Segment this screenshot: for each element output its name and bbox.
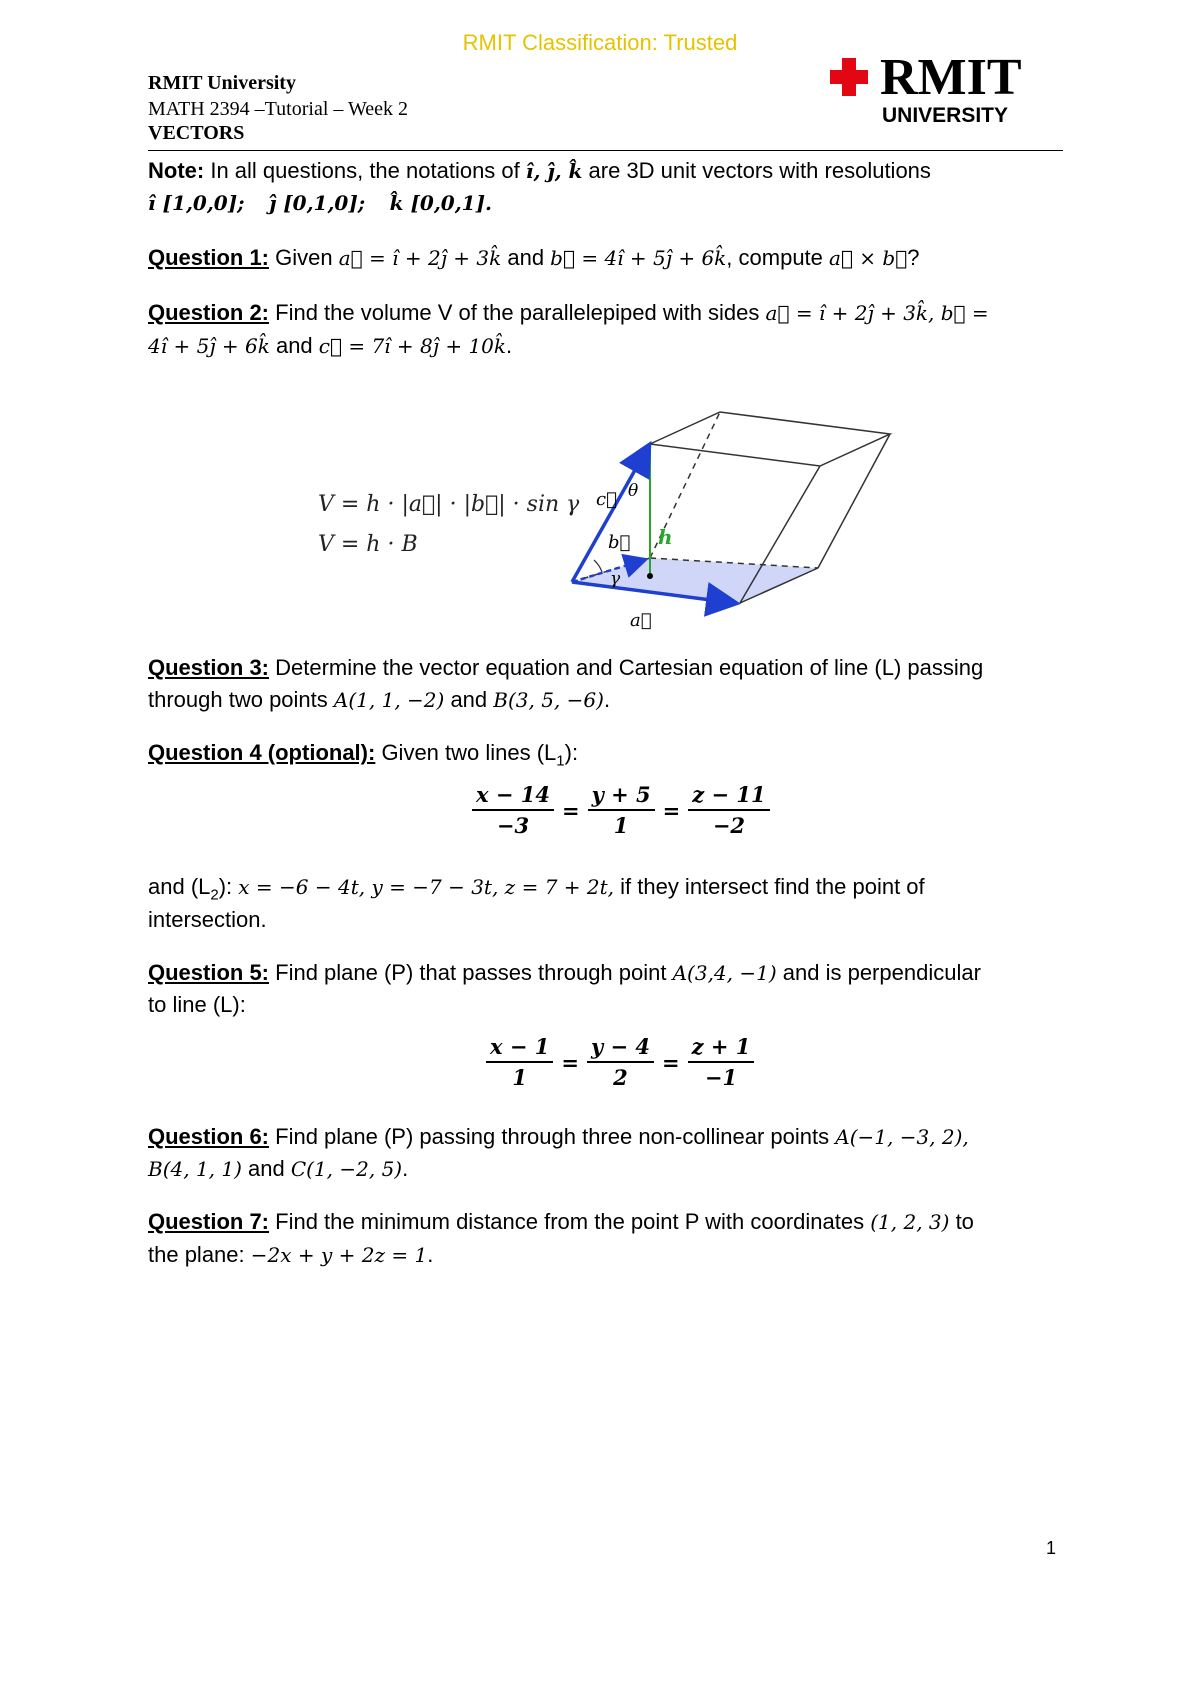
unit-vectors: î, ĵ, k̂	[525, 159, 583, 183]
q6-point-a: A(−1, −3, 2),	[835, 1125, 969, 1149]
q2-and: and	[269, 333, 319, 358]
q4-num-z: z − 11	[688, 782, 769, 811]
q5-text: Find plane (P) that passes through point	[269, 960, 673, 985]
q5-frac-y	[587, 1034, 654, 1090]
gamma-arc	[594, 560, 602, 572]
question-1	[148, 241, 1064, 275]
question-5-line2	[148, 988, 1064, 1021]
q4-intersection: intersection.	[148, 907, 267, 932]
volume-formula-1: V = h · |a⃗| · |b⃗| · sin γ	[318, 492, 580, 517]
q2-vector-c: c⃗ = 7î + 8ĵ + 10k̂	[318, 334, 507, 358]
q6-point-c: C(1, −2, 5)	[290, 1157, 403, 1181]
q1-mid: and	[501, 245, 551, 270]
q4-and: and (L	[148, 874, 211, 899]
label-c: c⃗	[596, 489, 617, 510]
q5-num-z: z + 1	[688, 1034, 755, 1063]
course-title: MATH 2394 –Tutorial – Week 2	[148, 98, 409, 120]
q5-text2: and is perpendicular	[776, 960, 981, 985]
q2-end: .	[506, 333, 513, 358]
q4-param: x = −6 − 4t, y = −7 − 3t, z = 7 + 2t,	[238, 875, 615, 899]
q2-vector-b-cont: 4î + 5ĵ + 6k̂	[148, 334, 270, 358]
q5-num-y: y − 4	[587, 1034, 654, 1063]
question-2-line1	[148, 296, 1064, 330]
question-4-line3	[148, 903, 1064, 936]
q1-label: Question 1:	[148, 245, 270, 270]
page-number: 1	[1046, 1538, 1057, 1558]
note-paragraph	[148, 154, 1064, 188]
classification-label: RMIT Classification: Trusted	[462, 30, 738, 55]
q4-text-end: ):	[564, 740, 579, 765]
q5-den-z: −1	[704, 1065, 738, 1090]
q3-text: Determine the vector equation and Cartesian equation of line (L) passing	[269, 655, 984, 680]
q7-plane: −2x + y + 2z = 1	[250, 1243, 428, 1267]
q3-and: and	[444, 687, 494, 712]
q5-den-x: 1	[512, 1065, 527, 1090]
q6-point-b: B(4, 1, 1)	[148, 1157, 242, 1181]
q1-post: , compute	[726, 245, 830, 270]
q4-label: Question 4 (optional):	[148, 740, 376, 765]
q5-num-x: x − 1	[486, 1034, 553, 1063]
q5-frac-x	[486, 1034, 553, 1090]
q4-text: Given two lines (L	[375, 740, 557, 765]
q4-num-x: x − 14	[472, 782, 554, 811]
q5-equation	[482, 1034, 758, 1090]
topic-title: VECTORS	[148, 122, 245, 144]
q3-point-a: A(1, 1, −2)	[333, 688, 445, 712]
q4-frac-y	[588, 782, 655, 838]
note-j: ĵ [0,1,0];	[269, 191, 366, 215]
logo-sub-text: UNIVERSITY	[882, 104, 1009, 127]
q5-line2: to line (L):	[148, 992, 246, 1017]
q3-end: .	[603, 687, 611, 712]
q1-vector-a: a⃗ = î + 2ĵ + 3k̂	[338, 246, 502, 270]
q1-cross: a⃗ × b⃗	[829, 246, 908, 270]
q4-sub: 1	[556, 752, 565, 770]
q5-eq-2: =	[662, 1049, 680, 1075]
q4-frac-z	[688, 782, 769, 838]
note-text-b: are 3D unit vectors with resolutions	[582, 158, 931, 183]
q7-text2: to	[949, 1209, 974, 1234]
q4-num-y: y + 5	[588, 782, 655, 811]
question-2-line2	[148, 329, 1064, 363]
note-text-a: In all questions, the notations of	[204, 158, 526, 183]
q2-text: Find the volume V of the parallelepiped with sides	[269, 300, 766, 325]
q1-pre: Given	[269, 245, 339, 270]
q4-equation	[468, 782, 774, 838]
q6-label: Question 6:	[148, 1124, 270, 1149]
q4-den-y: 1	[613, 813, 629, 838]
note-i: î [1,0,0];	[148, 191, 245, 215]
q1-end: ?	[907, 245, 920, 270]
q4-sub2: 2	[210, 886, 219, 904]
q1-vector-b: b⃗ = 4î + 5ĵ + 6k̂	[550, 246, 727, 270]
label-h: h	[658, 525, 673, 549]
q2-vectors-ab: a⃗ = î + 2ĵ + 3k̂, b⃗ =	[765, 301, 989, 325]
question-7-line2	[148, 1238, 1064, 1272]
q7-label: Question 7:	[148, 1209, 270, 1234]
back-right-edge	[818, 434, 890, 568]
height-foot	[647, 573, 653, 579]
q7-pre: the plane:	[148, 1242, 251, 1267]
label-b: b⃗	[608, 532, 631, 553]
q5-point: A(3,4, −1)	[672, 961, 777, 985]
q5-frac-z	[688, 1034, 755, 1090]
university-name: RMIT University	[148, 72, 296, 94]
label-theta: θ	[628, 481, 639, 501]
q5-den-y: 2	[613, 1065, 628, 1090]
q5-label: Question 5:	[148, 960, 270, 985]
rmit-pixel-mark	[830, 58, 868, 96]
question-4-line1	[148, 736, 1064, 777]
label-gamma: γ	[610, 569, 621, 589]
question-3-line1	[148, 651, 1064, 684]
question-3-line2	[148, 683, 1064, 717]
note-resolutions	[148, 186, 1064, 220]
q3-label: Question 3:	[148, 655, 270, 680]
top-face	[650, 412, 890, 466]
label-a: a⃗	[630, 610, 652, 630]
question-7-line1	[148, 1205, 1064, 1239]
q6-end: .	[402, 1156, 409, 1181]
header-divider	[148, 150, 1063, 151]
question-6-line2	[148, 1152, 1064, 1186]
q4-den-z: −2	[712, 813, 746, 838]
q4-tail: if they intersect find the point of	[614, 874, 925, 899]
question-5-line1	[148, 956, 1064, 990]
q4-eq-2: =	[662, 797, 681, 823]
q5-eq-1: =	[561, 1049, 579, 1075]
volume-formula-2: V = h · B	[318, 532, 418, 557]
q4-eq-1: =	[561, 797, 580, 823]
q7-text: Find the minimum distance from the point P with coordinates	[269, 1209, 871, 1234]
q6-text: Find plane (P) passing through three non-collinear points	[269, 1124, 836, 1149]
q4-den-x: −3	[496, 813, 530, 838]
rmit-logo	[828, 52, 1028, 128]
note-label: Note:	[148, 158, 205, 183]
q2-label: Question 2:	[148, 300, 270, 325]
logo-main-text: RMIT	[880, 52, 1022, 106]
question-6-line1	[148, 1120, 1064, 1154]
parallelepiped-figure	[560, 400, 900, 630]
theta-arc	[640, 466, 650, 470]
q4-after: ):	[218, 874, 239, 899]
q7-coords: (1, 2, 3)	[870, 1210, 950, 1234]
q3-pre: through two points	[148, 687, 334, 712]
q4-frac-x	[472, 782, 554, 838]
q3-point-b: B(3, 5, −6)	[493, 688, 604, 712]
q6-and: and	[241, 1156, 291, 1181]
q7-end: .	[427, 1242, 434, 1267]
note-k: k̂ [0,0,1].	[389, 191, 493, 215]
